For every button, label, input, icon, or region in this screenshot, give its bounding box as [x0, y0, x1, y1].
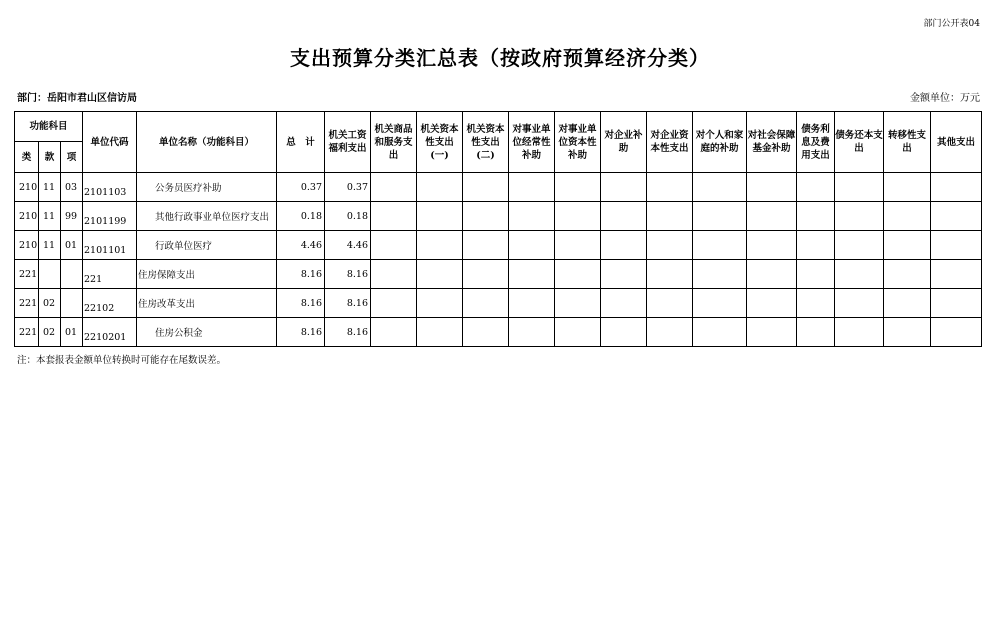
cell-c13 [884, 289, 931, 318]
cell-lei: 221 [15, 318, 39, 347]
header-unit-name: 单位名称（功能科目） [137, 112, 277, 173]
header-c2: 机关商品和服务支出 [371, 112, 417, 173]
header-c10: 对社会保障基金补助 [747, 112, 797, 173]
cell-c3 [417, 173, 463, 202]
cell-c9 [693, 260, 747, 289]
cell-name: 其他行政事业单位医疗支出 [137, 202, 277, 231]
cell-lei: 210 [15, 202, 39, 231]
cell-c10 [747, 231, 797, 260]
header-lei: 类 [15, 142, 39, 173]
cell-code: 2101103 [83, 173, 137, 202]
cell-c9 [693, 173, 747, 202]
cell-kuan: 11 [39, 231, 61, 260]
table-row [15, 318, 982, 347]
expenditure-table [14, 111, 982, 347]
cell-c1: 8.16 [325, 318, 371, 347]
cell-total: 4.46 [277, 231, 325, 260]
cell-lei: 221 [15, 260, 39, 289]
cell-xiang [61, 260, 83, 289]
cell-xiang [61, 289, 83, 318]
header-c8: 对企业资本性支出 [647, 112, 693, 173]
cell-c4 [463, 202, 509, 231]
table-row [15, 202, 982, 231]
cell-name: 行政单位医疗 [137, 231, 277, 260]
cell-total: 0.37 [277, 173, 325, 202]
cell-c8 [647, 289, 693, 318]
cell-c10 [747, 173, 797, 202]
cell-c3 [417, 202, 463, 231]
cell-c4 [463, 173, 509, 202]
cell-c1: 0.18 [325, 202, 371, 231]
header-c9: 对个人和家庭的补助 [693, 112, 747, 173]
cell-c12 [835, 318, 884, 347]
cell-c4 [463, 289, 509, 318]
header-func-subject: 功能科目 [15, 112, 83, 142]
header-c1: 机关工资福利支出 [325, 112, 371, 173]
cell-c11 [797, 260, 835, 289]
cell-c1: 8.16 [325, 289, 371, 318]
header-c4: 机关资本性支出(二) [463, 112, 509, 173]
cell-c12 [835, 231, 884, 260]
cell-c13 [884, 231, 931, 260]
cell-total: 8.16 [277, 318, 325, 347]
cell-c4 [463, 260, 509, 289]
header-xiang: 项 [61, 142, 83, 173]
doc-number: 部门公开表04 [923, 19, 980, 29]
cell-kuan: 11 [39, 202, 61, 231]
cell-name: 住房保障支出 [137, 260, 277, 289]
cell-c2 [371, 202, 417, 231]
cell-c3 [417, 260, 463, 289]
table-row [15, 231, 982, 260]
cell-c5 [509, 289, 555, 318]
cell-c2 [371, 173, 417, 202]
cell-c11 [797, 202, 835, 231]
cell-c3 [417, 231, 463, 260]
cell-total: 0.18 [277, 202, 325, 231]
cell-total: 8.16 [277, 260, 325, 289]
cell-xiang: 03 [61, 173, 83, 202]
cell-c5 [509, 260, 555, 289]
cell-c11 [797, 173, 835, 202]
cell-c6 [555, 231, 601, 260]
table-row [15, 173, 982, 202]
cell-c9 [693, 318, 747, 347]
header-c12: 债务还本支出 [835, 112, 884, 173]
cell-kuan: 11 [39, 173, 61, 202]
cell-c1: 0.37 [325, 173, 371, 202]
cell-c14 [931, 202, 982, 231]
cell-c12 [835, 173, 884, 202]
cell-c13 [884, 202, 931, 231]
cell-total: 8.16 [277, 289, 325, 318]
cell-c14 [931, 260, 982, 289]
page-title: 支出预算分类汇总表（按政府预算经济分类） [290, 46, 710, 70]
cell-code: 22102 [83, 289, 137, 318]
header-c11: 债务利息及费用支出 [797, 112, 835, 173]
cell-name: 住房改革支出 [137, 289, 277, 318]
cell-c5 [509, 173, 555, 202]
cell-c10 [747, 318, 797, 347]
cell-c13 [884, 260, 931, 289]
cell-c14 [931, 289, 982, 318]
cell-c7 [601, 202, 647, 231]
header-c3: 机关资本性支出(一) [417, 112, 463, 173]
department-label: 部门：岳阳市君山区信访局 [17, 93, 137, 104]
header-c13: 转移性支出 [884, 112, 931, 173]
cell-c11 [797, 289, 835, 318]
cell-c8 [647, 173, 693, 202]
cell-c4 [463, 231, 509, 260]
cell-lei: 210 [15, 173, 39, 202]
header-unit-code: 单位代码 [83, 112, 137, 173]
header-c6: 对事业单位资本性补助 [555, 112, 601, 173]
cell-c8 [647, 318, 693, 347]
amount-unit-label: 金额单位：万元 [910, 93, 980, 104]
cell-c7 [601, 260, 647, 289]
cell-c9 [693, 202, 747, 231]
footnote: 注：本套报表金额单位转换时可能存在尾数误差。 [17, 355, 227, 366]
cell-name: 公务员医疗补助 [137, 173, 277, 202]
cell-c10 [747, 260, 797, 289]
cell-c7 [601, 231, 647, 260]
header-c14: 其他支出 [931, 112, 982, 173]
cell-c5 [509, 318, 555, 347]
table-row [15, 289, 982, 318]
cell-c10 [747, 289, 797, 318]
cell-c1: 8.16 [325, 260, 371, 289]
cell-c2 [371, 289, 417, 318]
cell-c11 [797, 231, 835, 260]
cell-c8 [647, 260, 693, 289]
cell-c3 [417, 289, 463, 318]
cell-c5 [509, 231, 555, 260]
cell-c12 [835, 289, 884, 318]
cell-code: 2101101 [83, 231, 137, 260]
cell-c6 [555, 260, 601, 289]
cell-c8 [647, 202, 693, 231]
table-row [15, 260, 982, 289]
cell-xiang: 01 [61, 318, 83, 347]
cell-c5 [509, 202, 555, 231]
header-c7: 对企业补助 [601, 112, 647, 173]
cell-code: 2210201 [83, 318, 137, 347]
cell-c14 [931, 173, 982, 202]
header-c5: 对事业单位经常性补助 [509, 112, 555, 173]
cell-c14 [931, 318, 982, 347]
cell-c12 [835, 260, 884, 289]
cell-xiang: 99 [61, 202, 83, 231]
cell-c9 [693, 289, 747, 318]
cell-xiang: 01 [61, 231, 83, 260]
cell-c6 [555, 173, 601, 202]
cell-c2 [371, 231, 417, 260]
cell-c4 [463, 318, 509, 347]
cell-c13 [884, 318, 931, 347]
cell-code: 221 [83, 260, 137, 289]
cell-c12 [835, 202, 884, 231]
cell-c7 [601, 173, 647, 202]
cell-c11 [797, 318, 835, 347]
cell-c14 [931, 231, 982, 260]
cell-c6 [555, 318, 601, 347]
cell-kuan [39, 260, 61, 289]
cell-code: 2101199 [83, 202, 137, 231]
cell-c10 [747, 202, 797, 231]
cell-kuan: 02 [39, 289, 61, 318]
cell-c2 [371, 318, 417, 347]
cell-c7 [601, 289, 647, 318]
header-total: 总 计 [277, 112, 325, 173]
cell-c6 [555, 289, 601, 318]
cell-kuan: 02 [39, 318, 61, 347]
cell-name: 住房公积金 [137, 318, 277, 347]
cell-c13 [884, 173, 931, 202]
cell-lei: 221 [15, 289, 39, 318]
cell-c8 [647, 231, 693, 260]
cell-c9 [693, 231, 747, 260]
cell-c7 [601, 318, 647, 347]
cell-c6 [555, 202, 601, 231]
header-kuan: 款 [39, 142, 61, 173]
cell-c3 [417, 318, 463, 347]
cell-c2 [371, 260, 417, 289]
cell-lei: 210 [15, 231, 39, 260]
cell-c1: 4.46 [325, 231, 371, 260]
